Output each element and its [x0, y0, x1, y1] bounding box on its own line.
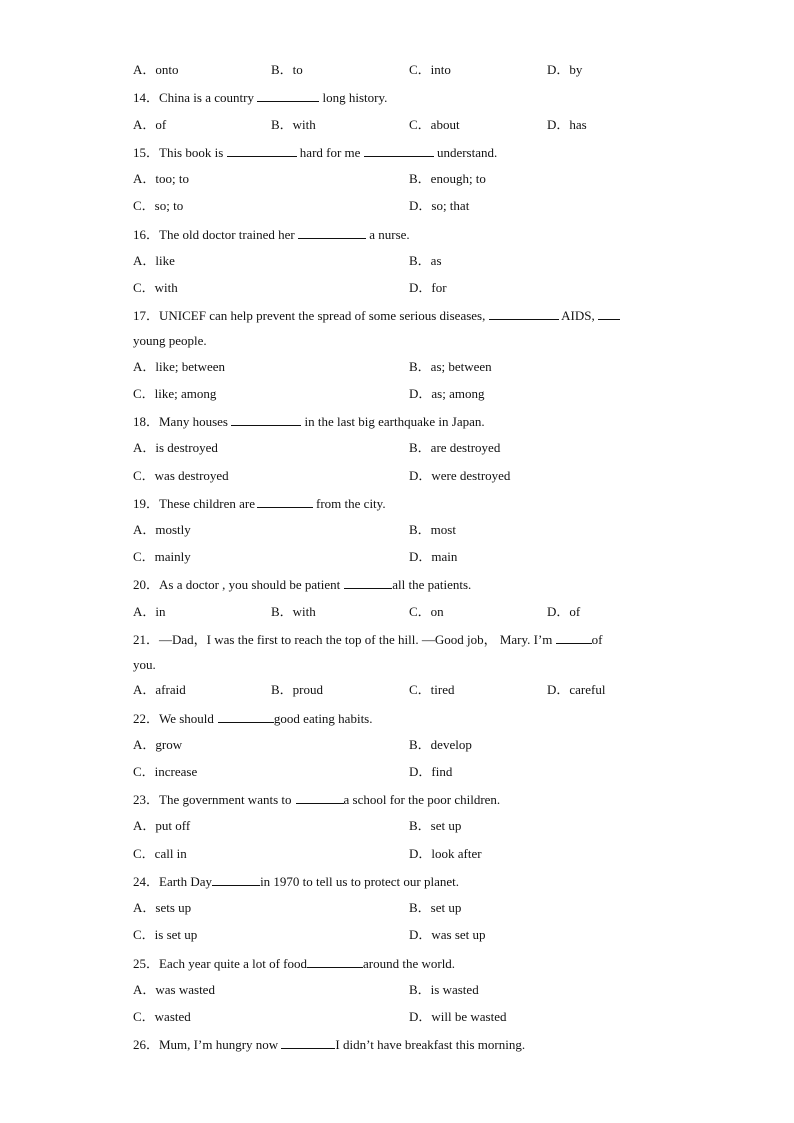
- q16-blank: [298, 226, 366, 239]
- q15-option-a: A．too; to: [133, 171, 189, 186]
- q15-stem: [133, 144, 497, 161]
- q15-option-c: C．so; to: [133, 198, 184, 213]
- q16-text-post: a nurse.: [369, 227, 410, 242]
- q20-text-post: all the patients.: [392, 577, 472, 592]
- q23-text-post: a school for the poor children.: [343, 792, 501, 807]
- q19-text-pre: 19．These children are: [133, 496, 256, 511]
- q19-option-d: D．main: [409, 549, 458, 564]
- q21-stem-continued: you.: [133, 657, 156, 672]
- q18-text-post: in the last big earthquake in Japan.: [304, 414, 485, 429]
- q19-text-post: from the city.: [316, 496, 386, 511]
- q20-option-c: C．on: [409, 604, 444, 619]
- q21-option-d: D．careful: [547, 682, 606, 697]
- q25-text-pre: 25．Each year quite a lot of food: [133, 956, 307, 971]
- q14-text-pre: 14．China is a country: [133, 90, 254, 105]
- q16-option-b: B．as: [409, 253, 442, 268]
- q17-option-b: B．as; between: [409, 359, 492, 374]
- q15-text-post: understand.: [436, 145, 498, 160]
- q24-option-a: A．sets up: [133, 900, 192, 915]
- q24-option-b: B．set up: [409, 900, 462, 915]
- q23-text-pre: 23．The government wants to: [133, 792, 292, 807]
- q22-option-d: D．find: [409, 764, 453, 779]
- q22-option-a: A．grow: [133, 737, 183, 752]
- q24-option-c: C．is set up: [133, 927, 198, 942]
- q14-blank: [257, 89, 319, 102]
- q24-blank: [212, 873, 260, 886]
- q25-option-d: D．will be wasted: [409, 1009, 507, 1024]
- q14-option-a: A．of: [133, 117, 167, 132]
- q15-text-mid: hard for me: [299, 145, 361, 160]
- q21-text-pre: 21．—Dad，I was the first to reach the top of the hill. —Good job， Mary. I’m: [133, 632, 553, 647]
- q22-option-c: C．increase: [133, 764, 198, 779]
- q22-blank: [218, 710, 274, 723]
- q25-stem: [133, 955, 455, 972]
- q26-blank: [281, 1036, 335, 1049]
- q16-option-d: D．for: [409, 280, 447, 295]
- q14-option-d: D．has: [547, 117, 587, 132]
- q19-option-c: C．mainly: [133, 549, 191, 564]
- q20-option-d: D．of: [547, 604, 581, 619]
- q18-text-pre: 18．Many houses: [133, 414, 228, 429]
- q13-option-b: B．to: [271, 62, 303, 77]
- q13-option-a: A．onto: [133, 62, 179, 77]
- q19-blank: [257, 495, 313, 508]
- q17-option-d: D．as; among: [409, 386, 485, 401]
- q16-stem: [133, 226, 410, 243]
- q16-option-a: A．like: [133, 253, 175, 268]
- q21-option-c: C．tired: [409, 682, 455, 697]
- q18-option-b: B．are destroyed: [409, 440, 501, 455]
- q18-blank: [231, 413, 301, 426]
- q16-option-c: C．with: [133, 280, 178, 295]
- q18-option-a: A．is destroyed: [133, 440, 218, 455]
- q17-stem: [133, 307, 620, 324]
- q24-text-pre: 24．Earth Day: [133, 874, 213, 889]
- q16-text-pre: 16．The old doctor trained her: [133, 227, 295, 242]
- q23-option-c: C．call in: [133, 846, 187, 861]
- q23-blank: [296, 791, 344, 804]
- q14-text-post: long history.: [322, 90, 388, 105]
- q21-blank: [556, 631, 592, 644]
- q25-text-post: around the world.: [363, 956, 456, 971]
- q20-stem: [133, 576, 471, 593]
- q20-option-a: A．in: [133, 604, 166, 619]
- q18-stem: [133, 413, 485, 430]
- q13-option-d: D．by: [547, 62, 583, 77]
- q23-option-d: D．look after: [409, 846, 482, 861]
- q21-option-b: B．proud: [271, 682, 324, 697]
- q22-option-b: B．develop: [409, 737, 472, 752]
- q24-text-post: in 1970 to tell us to protect our planet.: [260, 874, 459, 889]
- q14-option-b: B．with: [271, 117, 316, 132]
- q25-option-c: C．wasted: [133, 1009, 191, 1024]
- q24-option-d: D．was set up: [409, 927, 486, 942]
- q17-blank-2: [598, 307, 620, 320]
- q22-text-post: good eating habits.: [273, 711, 373, 726]
- q15-blank-1: [227, 144, 297, 157]
- q15-text-pre: 15．This book is: [133, 145, 224, 160]
- q14-option-c: C．about: [409, 117, 460, 132]
- q22-stem: [133, 710, 373, 727]
- q19-stem: [133, 495, 386, 512]
- q18-option-c: C．was destroyed: [133, 468, 229, 483]
- q23-option-a: A．put off: [133, 818, 191, 833]
- q17-option-c: C．like; among: [133, 386, 217, 401]
- q26-text-post: I didn’t have breakfast this morning.: [335, 1037, 526, 1052]
- q25-option-b: B．is wasted: [409, 982, 479, 997]
- q23-option-b: B．set up: [409, 818, 462, 833]
- q19-option-a: A．mostly: [133, 522, 191, 537]
- q20-text-pre: 20．As a doctor , you should be patient: [133, 577, 341, 592]
- q17-text-mid: AIDS,: [561, 308, 595, 323]
- q25-option-a: A．was wasted: [133, 982, 215, 997]
- q26-text-pre: 26．Mum, I’m hungry now: [133, 1037, 279, 1052]
- q26-stem: [133, 1036, 525, 1053]
- q20-option-b: B．with: [271, 604, 316, 619]
- q14-stem: [133, 89, 387, 106]
- q15-option-b: B．enough; to: [409, 171, 486, 186]
- q17-blank-1: [489, 307, 559, 320]
- q21-text-post: of: [591, 632, 603, 647]
- q21-option-a: A．afraid: [133, 682, 186, 697]
- q21-stem: [133, 631, 603, 648]
- q15-blank-2: [364, 144, 434, 157]
- q17-text-pre: 17．UNICEF can help prevent the spread of some serious diseases,: [133, 308, 486, 323]
- q22-text-pre: 22．We should: [133, 711, 214, 726]
- q18-option-d: D．were destroyed: [409, 468, 511, 483]
- q20-blank: [344, 576, 392, 589]
- q19-option-b: B．most: [409, 522, 456, 537]
- q13-option-c: C．into: [409, 62, 451, 77]
- q17-stem-continued: young people.: [133, 333, 207, 348]
- q15-option-d: D．so; that: [409, 198, 470, 213]
- q24-stem: [133, 873, 459, 890]
- q25-blank: [307, 955, 363, 968]
- q17-option-a: A．like; between: [133, 359, 226, 374]
- q23-stem: [133, 791, 500, 808]
